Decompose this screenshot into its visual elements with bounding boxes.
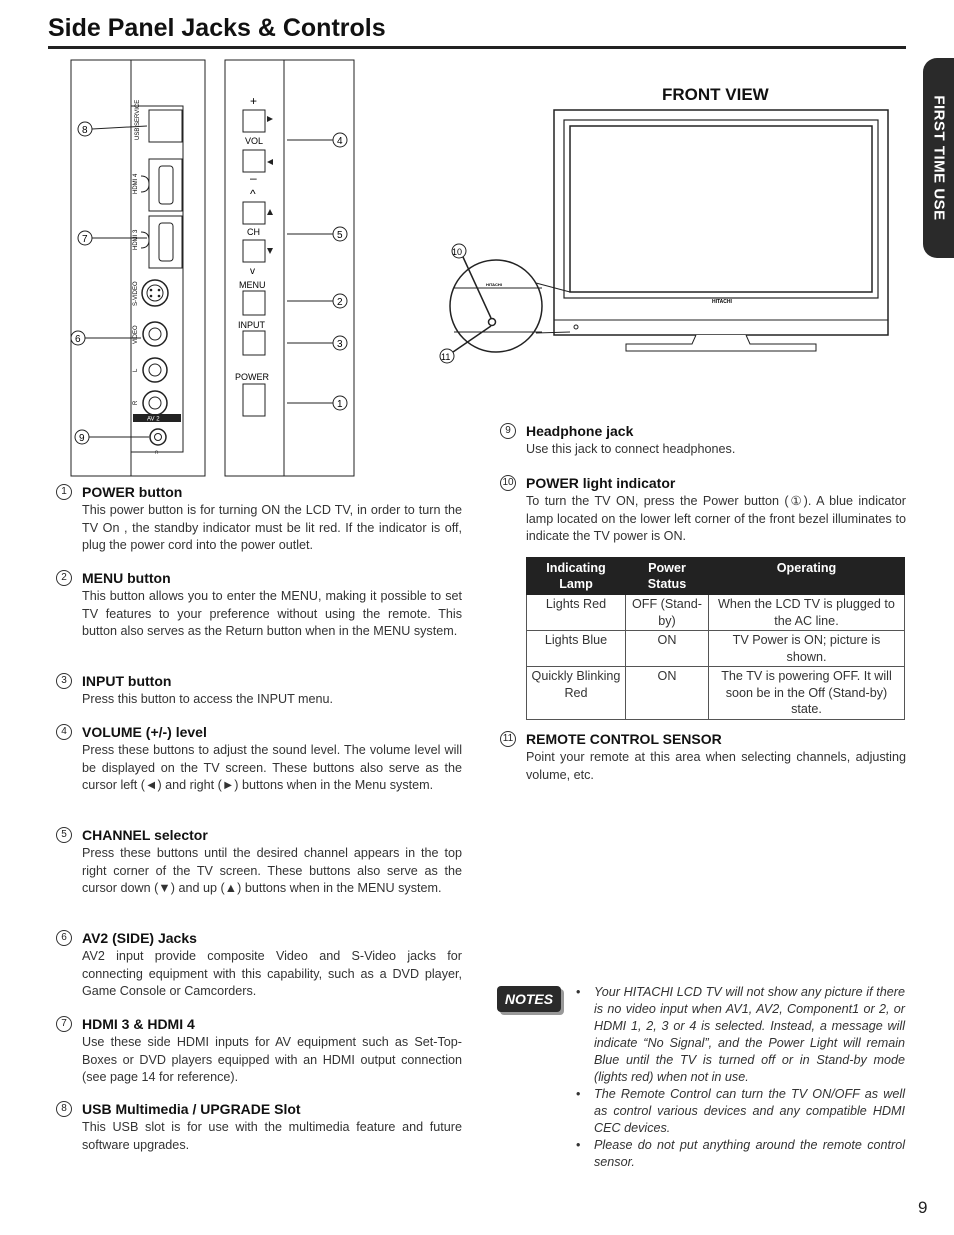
- zoom-brand-label: HITACHI: [486, 282, 502, 287]
- title-divider: [48, 46, 906, 49]
- table-row: [527, 631, 905, 667]
- ch-label: CH: [247, 227, 260, 237]
- ch-down-label: v: [250, 266, 255, 277]
- item-title: MENU button: [82, 570, 171, 586]
- callout-7: 7: [82, 234, 88, 245]
- item-title: USB Multimedia / UPGRADE Slot: [82, 1101, 301, 1117]
- item-title: POWER button: [82, 484, 183, 500]
- item-number: 5: [56, 827, 72, 843]
- item-number: 2: [56, 570, 72, 586]
- front-view-diagram: [436, 78, 896, 374]
- callout-10: 10: [452, 247, 463, 257]
- input-label: INPUT: [238, 320, 265, 330]
- usb-label: USB SERVICE: [135, 99, 141, 140]
- table-header-row: [527, 558, 905, 595]
- item-text: This power button is for turning ON the LCD TV, in order to turn the TV On , the standby indicator must be lit red. If the indicator is off, plug the power cord into the power outlet.: [82, 503, 462, 552]
- table-cell: Quickly Blinking Red: [527, 667, 626, 720]
- callout-11: 11: [441, 352, 451, 362]
- item-title: POWER light indicator: [526, 475, 676, 491]
- item-text: Press this button to access the INPUT menu.: [82, 692, 334, 706]
- section-tab-label: FIRST TIME USE: [930, 95, 947, 221]
- section-tab: [923, 58, 954, 258]
- item-number: 7: [56, 1016, 72, 1032]
- note-item: [574, 1137, 905, 1171]
- item-number: 10: [500, 475, 516, 491]
- hdmi3-label: HDMI 3: [133, 229, 139, 250]
- table-row: [527, 667, 905, 720]
- av2-label: AV 2: [147, 416, 160, 423]
- callout-5: 5: [337, 230, 343, 241]
- page-title: Side Panel Jacks & Controls: [48, 14, 386, 42]
- item-text: This button allows you to enter the MENU, making it possible to set TV features to your preference without using the remote. This button also serves as the Return button when in the MENU system.: [82, 589, 462, 638]
- note-item: [574, 984, 905, 1086]
- bullet-icon: •: [576, 985, 581, 999]
- note-text: Your HITACHI LCD TV will not show any picture if there is no video input when AV1, AV2, Component1 or 2, or HDMI 1, 2, 3 or 4 is selected. Instead, a message will indicate “No Signal”, and the Power Light will remain Blue until the TV is turned off or in Stand-by mode (lights red) when not in use.: [594, 985, 905, 1084]
- callout-2: 2: [337, 297, 343, 308]
- ch-up-label: ^: [250, 187, 256, 201]
- callout-6: 6: [75, 334, 81, 345]
- notes-badge: NOTES: [497, 986, 561, 1012]
- vol-plus-label: +: [250, 94, 258, 108]
- menu-label: MENU: [239, 280, 266, 290]
- table-header: Indicating Lamp: [527, 558, 626, 595]
- item-title: AV2 (SIDE) Jacks: [82, 930, 197, 946]
- notes-list: [574, 984, 905, 1171]
- item-number: 6: [56, 930, 72, 946]
- table-row: [527, 595, 905, 631]
- item-number: 8: [56, 1101, 72, 1117]
- item-title: CHANNEL selector: [82, 827, 208, 843]
- power-label: POWER: [235, 372, 270, 382]
- note-item: [574, 1086, 905, 1137]
- item-title: REMOTE CONTROL SENSOR: [526, 731, 722, 747]
- table-cell: The TV is powering OFF. It will soon be in the Off (Stand-by) state.: [709, 667, 905, 720]
- table-cell: TV Power is ON; picture is shown.: [709, 631, 905, 667]
- note-text: Please do not put anything around the remote control sensor.: [594, 1138, 905, 1169]
- vol-minus-label: –: [250, 171, 257, 185]
- power-status-table: [526, 557, 905, 720]
- hdmi4-label: HDMI 4: [133, 173, 139, 194]
- table-cell: Lights Red: [527, 595, 626, 631]
- callout-9: 9: [79, 433, 85, 444]
- item-title: HDMI 3 & HDMI 4: [82, 1016, 195, 1032]
- item-title: INPUT button: [82, 673, 172, 689]
- table-header: Operating: [709, 558, 905, 595]
- table-cell: OFF (Stand-by): [626, 595, 709, 631]
- item-text: To turn the TV ON, press the Power button (①). A blue indicator lamp located on the lower left corner of the front bezel illuminates to indicate the TV power is ON.: [526, 494, 906, 543]
- brand-label: HITACHI: [712, 299, 732, 305]
- side-panel-diagram: [55, 58, 365, 480]
- item-number: 3: [56, 673, 72, 689]
- item-text: Press these buttons until the desired channel appears in the top right corner of the TV screen. These buttons also serve as the cursor down (▼) and up (▲) buttons when in the MENU system.: [82, 846, 462, 895]
- bullet-icon: •: [576, 1138, 581, 1152]
- vol-label: VOL: [245, 136, 264, 146]
- callout-1: 1: [337, 399, 343, 410]
- item-text: This USB slot is for use with the multimedia feature and future software upgrades.: [82, 1120, 462, 1152]
- table-cell: When the LCD TV is plugged to the AC line.: [709, 595, 905, 631]
- audio-l-label: L: [133, 368, 139, 372]
- item-number: 1: [56, 484, 72, 500]
- item-text: Use these side HDMI inputs for AV equipment such as Set-Top-Boxes or DVD players equipped with an HDMI output connection (see page 14 for reference).: [82, 1035, 462, 1084]
- table-header: Power Status: [626, 558, 709, 595]
- item-text: Use this jack to connect headphones.: [526, 442, 736, 456]
- item-text: AV2 input provide composite Video and S-Video jacks for connecting equipment with this capability, such as a DVD player, Game Console or Camcorders.: [82, 949, 462, 998]
- callout-4: 4: [337, 136, 343, 147]
- item-number: 11: [500, 731, 516, 747]
- item-text: Press these buttons to adjust the sound level. The volume level will be displayed on the TV screen. These buttons also serve as the cursor left (◄) and right (►) buttons when in the Menu system.: [82, 743, 462, 792]
- headphone-icon: ∩: [154, 449, 160, 456]
- page-number: 9: [918, 1198, 928, 1217]
- video-label: VIDEO: [133, 325, 139, 344]
- callout-3: 3: [337, 339, 343, 350]
- audio-r-label: R: [133, 400, 139, 405]
- item-number: 9: [500, 423, 516, 439]
- table-cell: ON: [626, 667, 709, 720]
- item-text: Point your remote at this area when selecting channels, adjusting volume, etc.: [526, 750, 906, 782]
- bullet-icon: •: [576, 1087, 581, 1101]
- item-number: 4: [56, 724, 72, 740]
- callout-8: 8: [82, 125, 88, 136]
- item-title: VOLUME (+/-) level: [82, 724, 207, 740]
- note-text: The Remote Control can turn the TV ON/OFF as well as control various devices and any compatible HDMI CEC devices.: [594, 1087, 905, 1135]
- table-cell: ON: [626, 631, 709, 667]
- svideo-label: S-VIDEO: [133, 281, 139, 306]
- item-title: Headphone jack: [526, 423, 634, 439]
- front-view-label: FRONT VIEW: [662, 85, 769, 104]
- table-cell: Lights Blue: [527, 631, 626, 667]
